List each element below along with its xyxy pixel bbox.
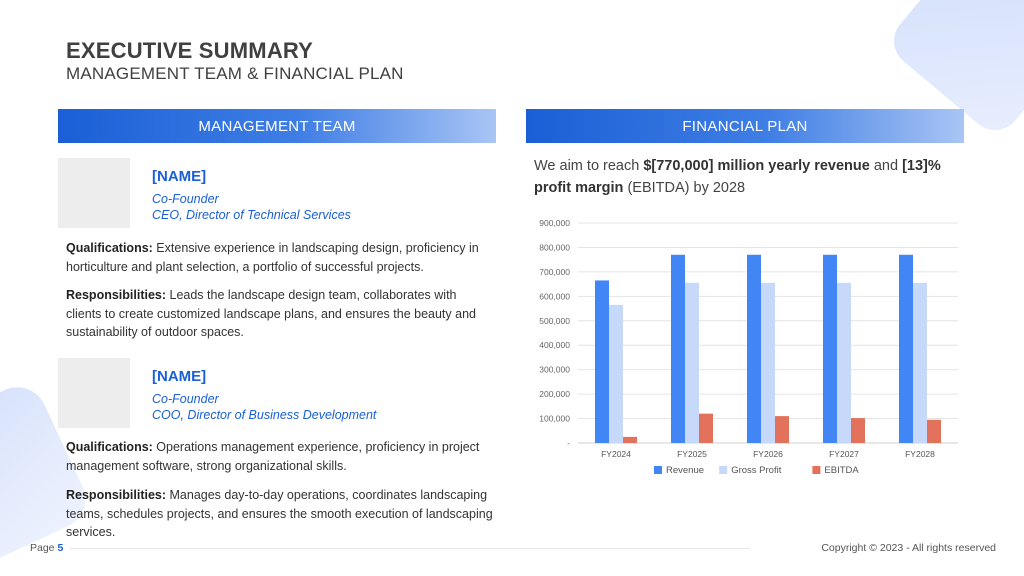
y-tick-label: 300,000	[539, 364, 570, 375]
member-role: Co-Founder	[152, 192, 219, 206]
bar-revenue	[595, 280, 609, 443]
bar-ebitda	[775, 416, 789, 443]
bar-revenue	[747, 255, 761, 443]
page-number: 5	[57, 542, 64, 554]
x-tick-label: FY2027	[829, 449, 859, 459]
financial-goal-statement	[534, 155, 964, 199]
y-tick-label: 100,000	[539, 413, 570, 424]
bar-gross-profit	[685, 283, 699, 443]
qualifications-label: Qualifications:	[66, 440, 153, 454]
bar-revenue	[823, 255, 837, 443]
page-title: EXECUTIVE SUMMARY	[66, 38, 314, 63]
qualifications-text: Extensive experience in landscaping design, proficiency in horticulture and plant selection, a portfolio of successful projects.	[66, 241, 479, 274]
financial-bar-chart	[530, 212, 970, 487]
y-tick-label: 800,000	[539, 242, 570, 253]
page-subtitle: MANAGEMENT TEAM & FINANCIAL PLAN	[66, 64, 404, 83]
bar-gross-profit	[913, 283, 927, 443]
qualifications-label: Qualifications:	[66, 241, 153, 255]
member-role: Co-Founder	[152, 392, 219, 406]
member-qualifications	[66, 438, 494, 475]
page-indicator	[30, 542, 63, 554]
member-title: CEO, Director of Technical Services	[152, 208, 351, 222]
management-team-heading-label: MANAGEMENT TEAM	[198, 117, 356, 135]
page-label: Page	[30, 542, 58, 554]
y-tick-label: 400,000	[539, 340, 570, 351]
member-photo-placeholder	[58, 358, 130, 428]
member-qualifications	[66, 239, 494, 276]
bar-revenue	[671, 255, 685, 443]
x-tick-label: FY2028	[905, 449, 935, 459]
legend-swatch	[719, 466, 727, 474]
x-tick-label: FY2025	[677, 449, 707, 459]
member-name: [NAME]	[152, 368, 207, 385]
bar-ebitda	[699, 414, 713, 443]
management-team-heading	[58, 109, 496, 143]
member-name: [NAME]	[152, 168, 207, 185]
bar-ebitda	[623, 437, 637, 443]
responsibilities-label: Responsibilities:	[66, 288, 167, 302]
goal-text: (EBITDA) by 2028	[623, 180, 746, 196]
bar-gross-profit	[761, 283, 775, 443]
goal-text: and	[869, 158, 903, 174]
legend-label: Revenue	[666, 465, 705, 476]
bar-gross-profit	[837, 283, 851, 443]
goal-text: We aim to reach	[534, 158, 644, 174]
responsibilities-text: Manages day-to-day operations, coordinates landscaping teams, schedules projects, and ensures the smooth execution of landscaping services.	[66, 488, 493, 539]
member-responsibilities	[66, 286, 494, 342]
y-tick-label: 700,000	[539, 266, 570, 277]
bar-revenue	[899, 255, 913, 443]
financial-plan-heading-label: FINANCIAL PLAN	[682, 117, 808, 135]
bar-ebitda	[851, 418, 865, 443]
member-title: COO, Director of Business Development	[152, 408, 377, 422]
responsibilities-label: Responsibilities:	[66, 488, 167, 502]
y-tick-label: 500,000	[539, 315, 570, 326]
bar-gross-profit	[609, 305, 623, 443]
bar-ebitda	[927, 420, 941, 443]
x-tick-label: FY2024	[601, 449, 631, 459]
member-responsibilities	[66, 486, 494, 542]
y-tick-label: 600,000	[539, 291, 570, 302]
legend-swatch	[654, 466, 662, 474]
legend-swatch	[812, 466, 820, 474]
y-tick-label: 900,000	[539, 218, 570, 228]
financial-plan-heading	[526, 109, 964, 143]
x-tick-label: FY2026	[753, 449, 783, 459]
member-photo-placeholder	[58, 158, 130, 228]
goal-margin-label: profit margin	[534, 180, 624, 196]
goal-revenue: $[770,000] million yearly revenue	[643, 158, 870, 174]
footer-divider	[70, 548, 750, 549]
goal-margin-percent: [13]%	[902, 158, 941, 174]
qualifications-text: Operations management experience, proficiency in project management software, strong organizational skills.	[66, 440, 480, 473]
responsibilities-text: Leads the landscape design team, collaborates with clients to create customized landscape plans, and ensures the beauty and sustainability of outdoor spaces.	[66, 288, 476, 339]
legend-label: Gross Profit	[731, 465, 782, 476]
legend-label: EBITDA	[824, 465, 859, 476]
copyright-text: Copyright © 2023 - All rights reserved	[821, 542, 996, 554]
y-tick-label: 200,000	[539, 389, 570, 400]
y-tick-label: -	[567, 438, 570, 448]
